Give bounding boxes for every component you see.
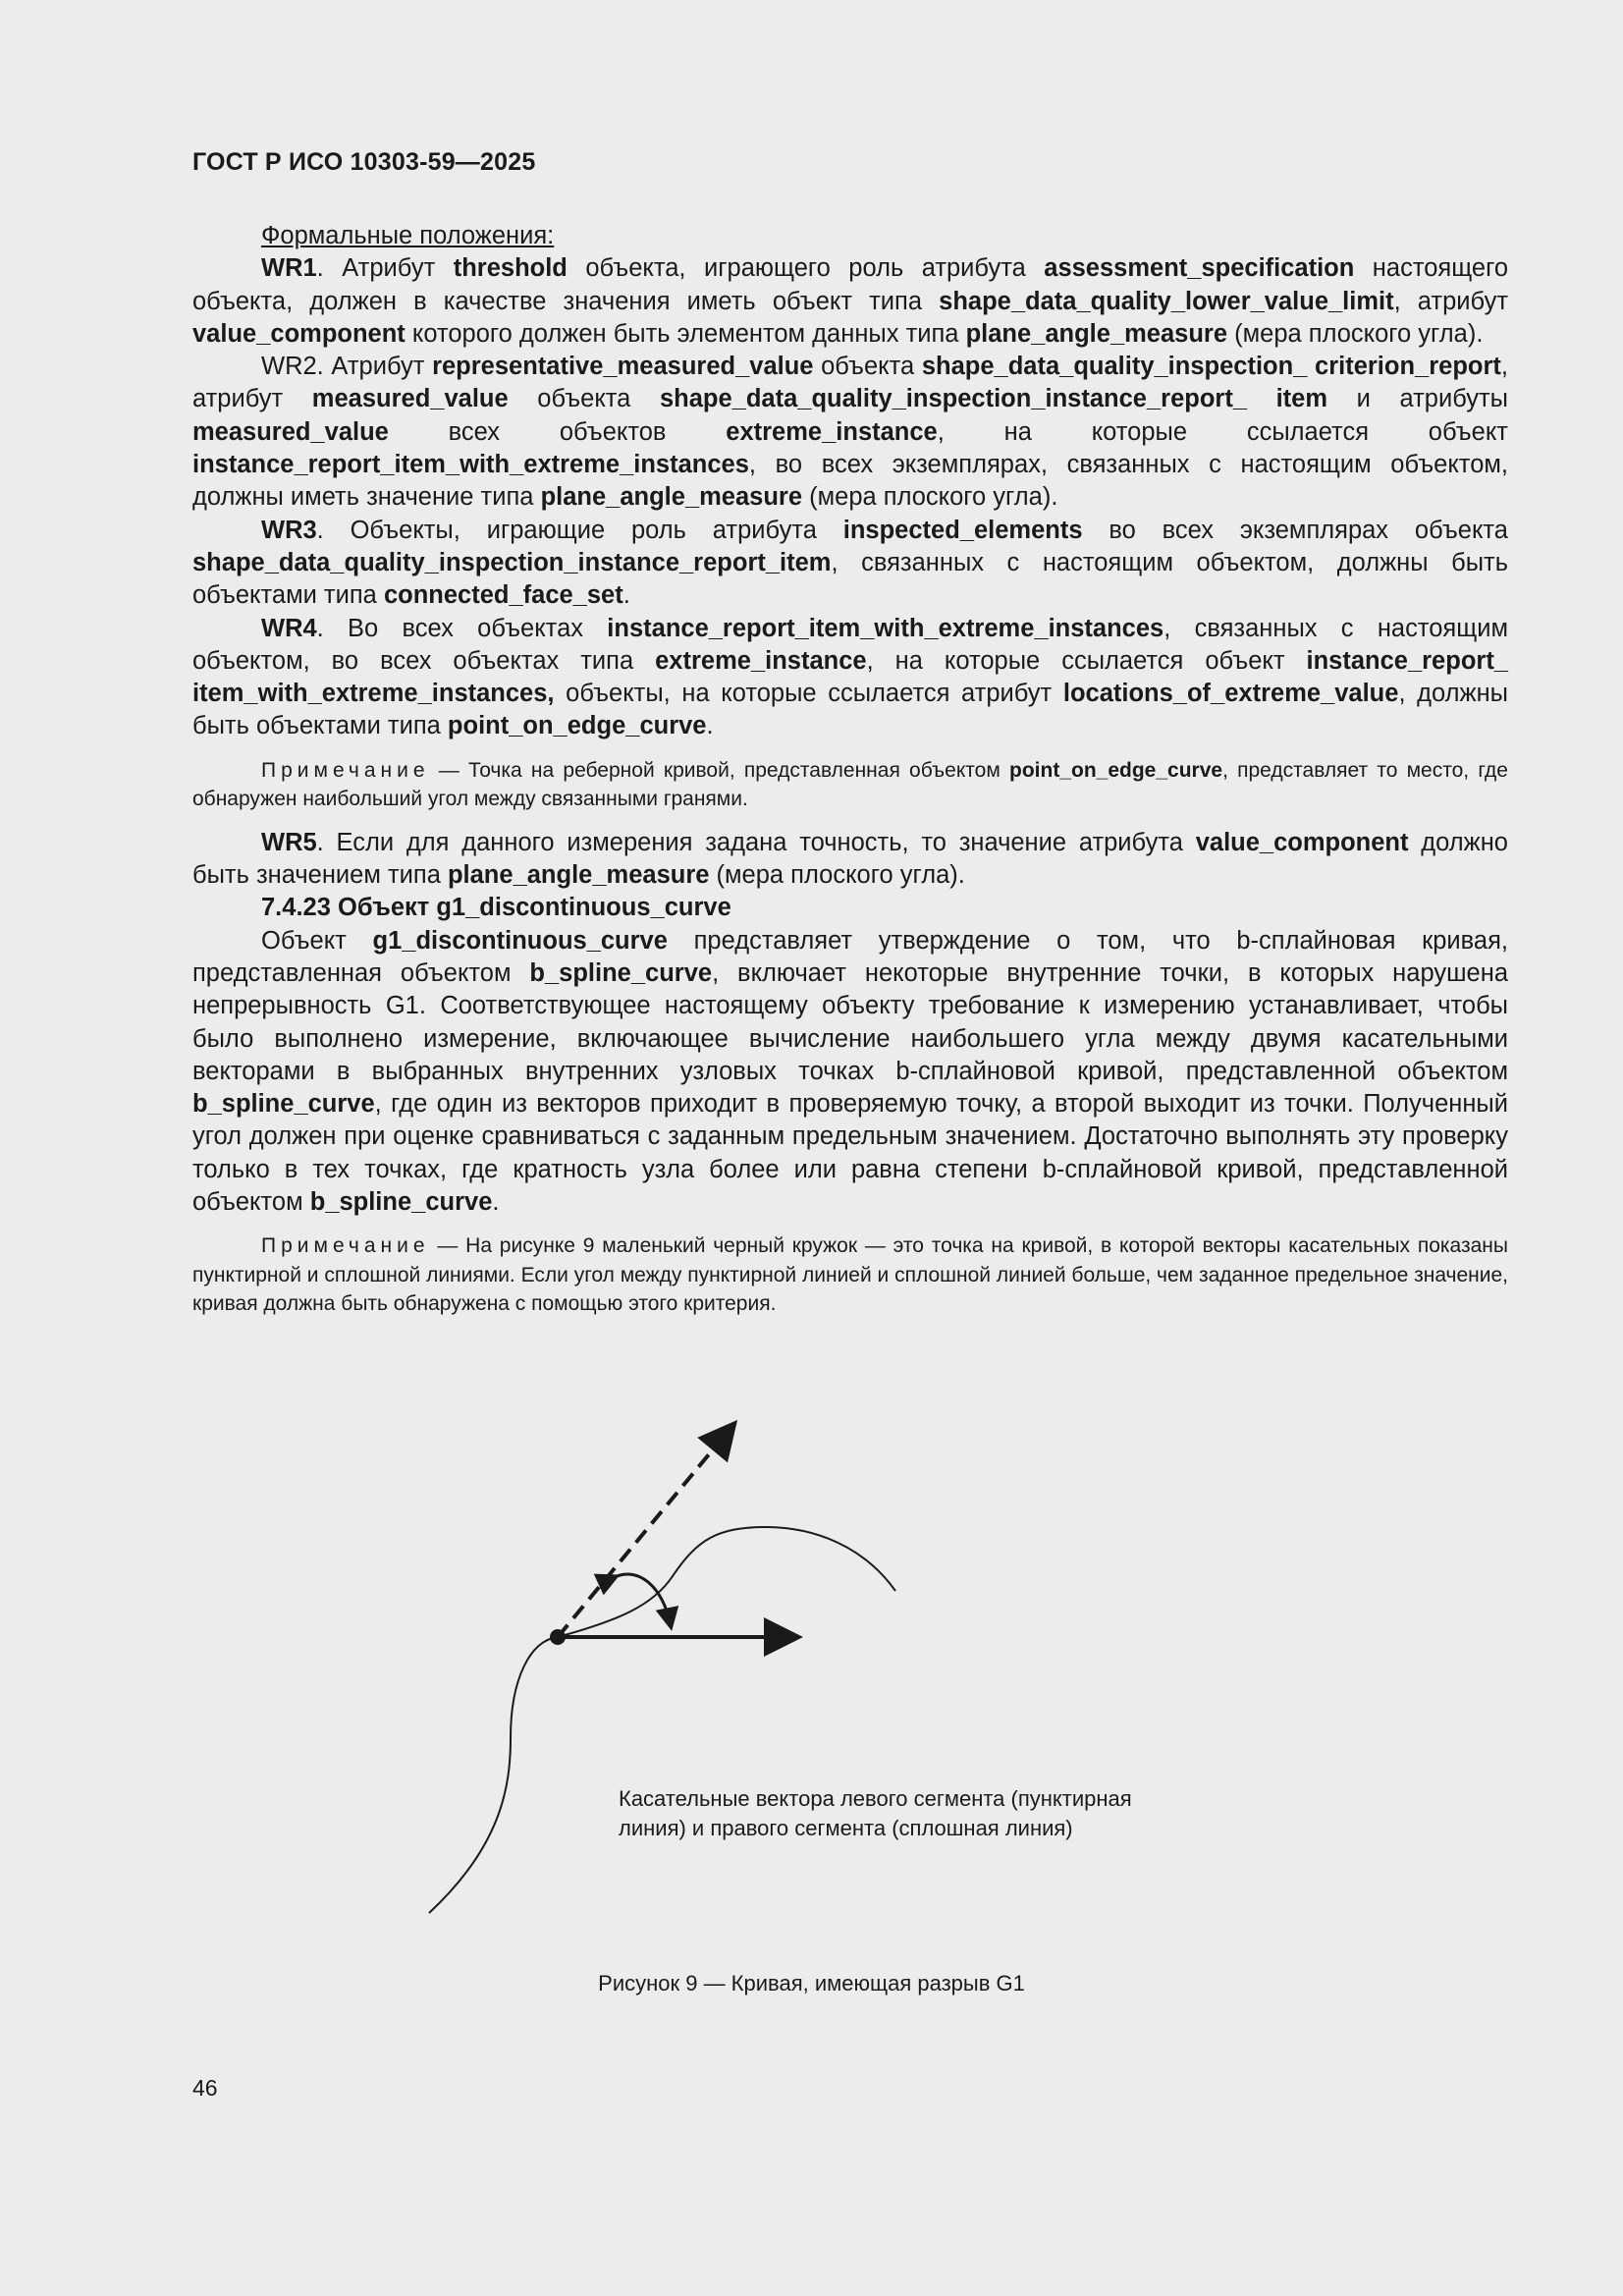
document-body <box>192 220 1508 1332</box>
left-curve-segment <box>429 1637 558 1913</box>
discontinuity-point <box>550 1629 566 1645</box>
figure-9-diagram <box>393 1414 1227 1925</box>
figure-caption: Рисунок 9 — Кривая, имеющая разрыв G1 <box>598 1971 1025 1995</box>
note-2: Примечание — На рисунке 9 маленький черный кружок — это точка на кривой, в которой векторы касательных показаны пунктирной и сплошной линиями. Если угол между пунктирной линией и сплошной линией больше, чем заданное предельное значение, кривая должна быть обнаружена с помощью этого критерия. <box>192 1234 1508 1316</box>
page-number: 46 <box>192 2075 218 2101</box>
wr4-paragraph: WR4. Во всех объектах instance_report_item_with_extreme_instances, связанных с настоящим объектом, во всех объектах типа extreme_instance, на которые ссылается объект instance_report_ item_with_extreme_instances, объекты, на которые ссылается атрибут locations_of_extreme_value, должны быть объектами типа point_on_edge_curve. <box>192 614 1508 740</box>
wr1-paragraph: WR1. Атрибут threshold объекта, играющего роль атрибута assessment_specification настоящего объекта, должен в качестве значения иметь объект типа shape_data_quality_lower_value_limit, атрибут value_component которого должен быть элементом данных типа plane_angle_measure (мера плоского угла). <box>192 254 1509 348</box>
note-1: Примечание — Точка на реберной кривой, представленная объектом point_on_edge_curve, представляет то место, где обнаружен наибольший угол между связанными гранями. <box>192 758 1508 811</box>
formal-title: Формальные положения: <box>261 222 555 249</box>
right-curve-segment <box>558 1527 895 1637</box>
section-heading: 7.4.23 Объект g1_discontinuous_curve <box>261 894 731 922</box>
dashed-tangent-arrow <box>558 1426 732 1637</box>
figure-label: Касательные вектора левого сегмента (пунктирная линия) и правого сегмента (сплошная линия) <box>619 1786 1132 1840</box>
wr5-paragraph: WR5. Если для данного измерения задана точность, то значение атрибута value_component должно быть значением типа plane_angle_measure (мера плоского угла). <box>192 828 1508 890</box>
angle-arc <box>615 1574 671 1625</box>
wr3-paragraph: WR3. Объекты, играющие роль атрибута inspected_elements во всех экземплярах объекта shape_data_quality_inspection_instance_report_item, связанных с настоящим объектом, должны быть объектами типа connected_face_set. <box>192 516 1508 610</box>
main-paragraph: Объект g1_discontinuous_curve представляет утверждение о том, что b-сплайновая кривая, представленная объектом b_spline_curve, включает некоторые внутренние точки, в которых нарушена непрерывность G1. Соответствующее настоящему объекту требование к измерению устанавливает, чтобы было выполнено измерение, включающее вычисление наибольшего угла между двумя касательными векторами в выбранных внутренних узловых точках b-сплайновой кривой, представленной объектом b_spline_curve, где один из векторов приходит в проверяемую точку, а второй выходит из точки. Полученный угол должен при оценке сравниваться с заданным предельным значением. Достаточно выполнять эту проверку только в тех точках, где кратность узла более или равна степени b-сплайновой кривой, представленной объектом b_spline_curve. <box>192 926 1508 1217</box>
wr2-paragraph: WR2. Атрибут representative_measured_value объекта shape_data_quality_inspection_ criterion_report, атрибут measured_value объекта shape_data_quality_inspection_instance_report_ item и атрибуты measured_value всех объектов extreme_instance, на которые ссылается объект instance_report_item_with_extreme_instances, во всех экземплярах, связанных с настоящим объектом, должны иметь значение типа plane_angle_measure (мера плоского угла). <box>192 353 1508 512</box>
document-header: ГОСТ Р ИСО 10303-59—2025 <box>192 148 536 176</box>
